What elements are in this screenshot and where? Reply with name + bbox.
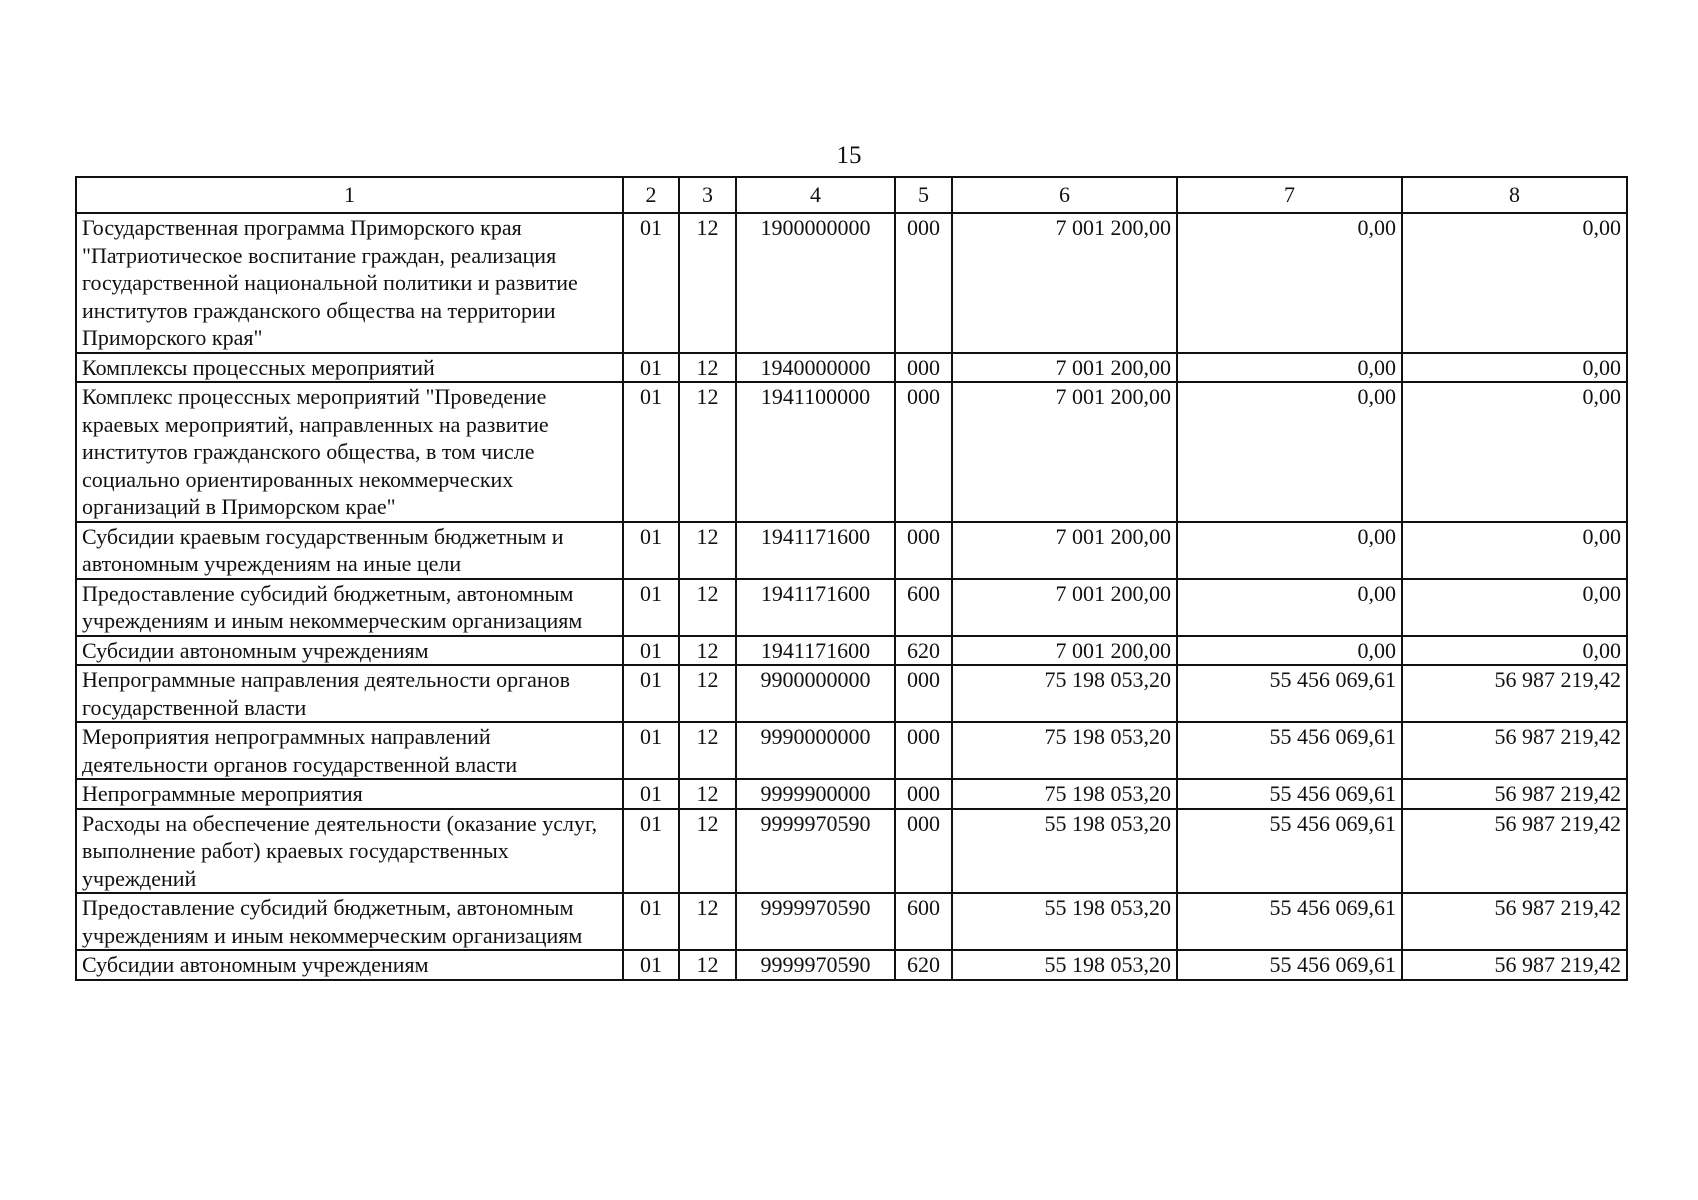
- subsection-code-cell: 12: [679, 579, 736, 636]
- section-code-cell: 01: [623, 779, 679, 809]
- amount-col6-cell: 75 198 053,20: [952, 779, 1177, 809]
- header-row: [76, 177, 1627, 213]
- header-cell-5: 5: [895, 177, 952, 213]
- target-article-code-cell: 9999900000: [736, 779, 895, 809]
- subsection-code-cell: 12: [679, 353, 736, 383]
- amount-col7-cell: 55 456 069,61: [1177, 722, 1402, 779]
- target-article-code-cell: 1941171600: [736, 579, 895, 636]
- subsection-code-cell: 12: [679, 382, 736, 522]
- amount-col7-cell: 55 456 069,61: [1177, 779, 1402, 809]
- amount-col6-cell: 55 198 053,20: [952, 893, 1177, 950]
- amount-col7-cell: 0,00: [1177, 522, 1402, 579]
- header-cell-4: 4: [736, 177, 895, 213]
- section-code-cell: 01: [623, 579, 679, 636]
- table-row: [76, 809, 1627, 894]
- header-cell-8: 8: [1402, 177, 1627, 213]
- amount-col8-cell: 56 987 219,42: [1402, 722, 1627, 779]
- expense-type-code-cell: 000: [895, 809, 952, 894]
- table-row: [76, 722, 1627, 779]
- expense-name-cell: Субсидии краевым государственным бюджетным и автономным учреждениям на иные цели: [76, 522, 623, 579]
- section-code-cell: 01: [623, 213, 679, 353]
- expense-type-code-cell: 620: [895, 636, 952, 666]
- table-body: [76, 177, 1627, 980]
- amount-col7-cell: 0,00: [1177, 579, 1402, 636]
- target-article-code-cell: 9999970590: [736, 809, 895, 894]
- amount-col7-cell: 0,00: [1177, 353, 1402, 383]
- section-code-cell: 01: [623, 522, 679, 579]
- expense-name-cell: Непрограммные направления деятельности органов государственной власти: [76, 665, 623, 722]
- target-article-code-cell: 1940000000: [736, 353, 895, 383]
- amount-col7-cell: 0,00: [1177, 213, 1402, 353]
- expense-type-code-cell: 000: [895, 665, 952, 722]
- subsection-code-cell: 12: [679, 636, 736, 666]
- amount-col8-cell: 56 987 219,42: [1402, 950, 1627, 980]
- subsection-code-cell: 12: [679, 213, 736, 353]
- amount-col6-cell: 7 001 200,00: [952, 353, 1177, 383]
- amount-col8-cell: 56 987 219,42: [1402, 779, 1627, 809]
- section-code-cell: 01: [623, 353, 679, 383]
- amount-col6-cell: 75 198 053,20: [952, 665, 1177, 722]
- amount-col8-cell: 56 987 219,42: [1402, 665, 1627, 722]
- table-row: [76, 665, 1627, 722]
- amount-col8-cell: 0,00: [1402, 353, 1627, 383]
- target-article-code-cell: 9999970590: [736, 950, 895, 980]
- subsection-code-cell: 12: [679, 950, 736, 980]
- target-article-code-cell: 1941171600: [736, 636, 895, 666]
- table-row: [76, 579, 1627, 636]
- table-row: [76, 213, 1627, 353]
- amount-col7-cell: 0,00: [1177, 382, 1402, 522]
- expense-name-cell: Комплекс процессных мероприятий "Проведение краевых мероприятий, направленных на развитие институтов гражданского общества, в том числе социально ориентированных некоммерческих организаций в Приморском крае": [76, 382, 623, 522]
- section-code-cell: 01: [623, 636, 679, 666]
- subsection-code-cell: 12: [679, 779, 736, 809]
- table-row: [76, 636, 1627, 666]
- amount-col7-cell: 55 456 069,61: [1177, 893, 1402, 950]
- amount-col7-cell: 55 456 069,61: [1177, 665, 1402, 722]
- expense-type-code-cell: 000: [895, 722, 952, 779]
- amount-col6-cell: 7 001 200,00: [952, 636, 1177, 666]
- table-row: [76, 893, 1627, 950]
- expense-type-code-cell: 600: [895, 893, 952, 950]
- page-number: 15: [836, 142, 862, 169]
- expense-name-cell: Государственная программа Приморского края "Патриотическое воспитание граждан, реализация государственной национальной политики и развитие институтов гражданского общества на территории Приморского края": [76, 213, 623, 353]
- section-code-cell: 01: [623, 950, 679, 980]
- header-cell-3: 3: [679, 177, 736, 213]
- header-cell-7: 7: [1177, 177, 1402, 213]
- section-code-cell: 01: [623, 809, 679, 894]
- expense-type-code-cell: 620: [895, 950, 952, 980]
- expense-name-cell: Комплексы процессных мероприятий: [76, 353, 623, 383]
- amount-col8-cell: 0,00: [1402, 213, 1627, 353]
- table-row: [76, 353, 1627, 383]
- expense-name-cell: Предоставление субсидий бюджетным, автономным учреждениям и иным некоммерческим организациям: [76, 579, 623, 636]
- budget-table: [75, 176, 1628, 981]
- subsection-code-cell: 12: [679, 893, 736, 950]
- amount-col6-cell: 7 001 200,00: [952, 213, 1177, 353]
- target-article-code-cell: 9990000000: [736, 722, 895, 779]
- target-article-code-cell: 9999970590: [736, 893, 895, 950]
- amount-col6-cell: 7 001 200,00: [952, 579, 1177, 636]
- table-row: [76, 779, 1627, 809]
- amount-col6-cell: 75 198 053,20: [952, 722, 1177, 779]
- amount-col7-cell: 55 456 069,61: [1177, 950, 1402, 980]
- expense-name-cell: Расходы на обеспечение деятельности (оказание услуг, выполнение работ) краевых государственных учреждений: [76, 809, 623, 894]
- table-row: [76, 382, 1627, 522]
- header-cell-6: 6: [952, 177, 1177, 213]
- target-article-code-cell: 1941100000: [736, 382, 895, 522]
- amount-col8-cell: 0,00: [1402, 636, 1627, 666]
- expense-name-cell: Субсидии автономным учреждениям: [76, 950, 623, 980]
- expense-name-cell: Субсидии автономным учреждениям: [76, 636, 623, 666]
- target-article-code-cell: 9900000000: [736, 665, 895, 722]
- expense-name-cell: Непрограммные мероприятия: [76, 779, 623, 809]
- expense-type-code-cell: 000: [895, 213, 952, 353]
- target-article-code-cell: 1941171600: [736, 522, 895, 579]
- subsection-code-cell: 12: [679, 665, 736, 722]
- target-article-code-cell: 1900000000: [736, 213, 895, 353]
- amount-col7-cell: 55 456 069,61: [1177, 809, 1402, 894]
- header-cell-2: 2: [623, 177, 679, 213]
- header-cell-1: 1: [76, 177, 623, 213]
- amount-col8-cell: 0,00: [1402, 522, 1627, 579]
- amount-col6-cell: 55 198 053,20: [952, 809, 1177, 894]
- expense-type-code-cell: 000: [895, 522, 952, 579]
- table-row: [76, 950, 1627, 980]
- subsection-code-cell: 12: [679, 722, 736, 779]
- amount-col8-cell: 0,00: [1402, 382, 1627, 522]
- amount-col6-cell: 7 001 200,00: [952, 522, 1177, 579]
- expense-type-code-cell: 600: [895, 579, 952, 636]
- section-code-cell: 01: [623, 893, 679, 950]
- expense-type-code-cell: 000: [895, 779, 952, 809]
- subsection-code-cell: 12: [679, 522, 736, 579]
- section-code-cell: 01: [623, 665, 679, 722]
- amount-col7-cell: 0,00: [1177, 636, 1402, 666]
- amount-col8-cell: 56 987 219,42: [1402, 809, 1627, 894]
- table-row: [76, 522, 1627, 579]
- expense-type-code-cell: 000: [895, 382, 952, 522]
- section-code-cell: 01: [623, 382, 679, 522]
- expense-type-code-cell: 000: [895, 353, 952, 383]
- amount-col6-cell: 7 001 200,00: [952, 382, 1177, 522]
- subsection-code-cell: 12: [679, 809, 736, 894]
- amount-col6-cell: 55 198 053,20: [952, 950, 1177, 980]
- amount-col8-cell: 56 987 219,42: [1402, 893, 1627, 950]
- section-code-cell: 01: [623, 722, 679, 779]
- amount-col8-cell: 0,00: [1402, 579, 1627, 636]
- expense-name-cell: Предоставление субсидий бюджетным, автономным учреждениям и иным некоммерческим организациям: [76, 893, 623, 950]
- expense-name-cell: Мероприятия непрограммных направлений деятельности органов государственной власти: [76, 722, 623, 779]
